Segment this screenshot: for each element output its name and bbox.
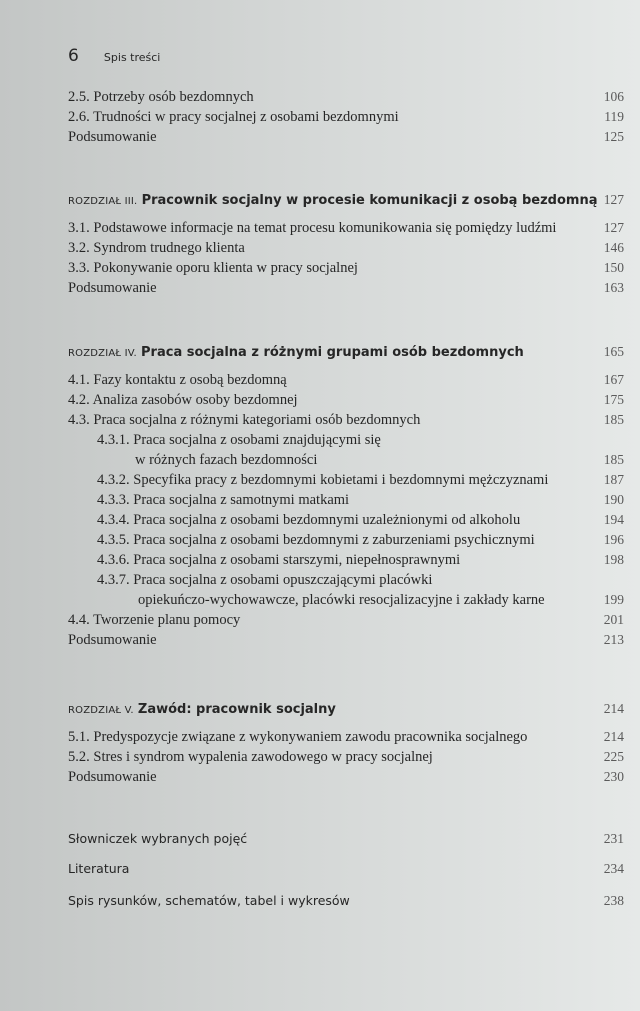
entry-title: 4.3.7. Praca socjalna z osobami opuszczającymi placówki (97, 572, 433, 588)
page-number: 6 (68, 46, 79, 66)
entry-title: 2.5. Potrzeby osób bezdomnych (68, 89, 254, 105)
chapter-label: ROZDZIAŁ V. (68, 705, 134, 716)
back-matter-entry (68, 893, 624, 909)
entry-page: 127 (603, 220, 624, 235)
entry-page: 163 (603, 280, 624, 295)
toc-entry (68, 612, 624, 632)
running-title: Spis treści (103, 51, 161, 64)
entry-title: 3.2. Syndrom trudnego klienta (68, 240, 245, 256)
toc-entry (68, 472, 624, 492)
entry-page: 185 (603, 452, 624, 467)
toc-entry (68, 432, 624, 452)
chapter-title (68, 702, 336, 717)
toc-entry (68, 89, 624, 109)
entry-title: 3.3. Pokonywanie oporu klienta w pracy socjalnej (68, 260, 358, 276)
toc-entry (68, 492, 624, 512)
back-matter-title: Literatura (68, 861, 130, 876)
chapter-page: 214 (603, 701, 624, 716)
entry-page: 213 (603, 632, 624, 647)
chapter-page: 127 (603, 192, 624, 207)
chapter-name: Zawód: pracownik socjalny (137, 702, 336, 717)
entry-title: 4.3.5. Praca socjalna z osobami bezdomnymi z zaburzeniami psychicznymi (97, 532, 535, 548)
entry-page: 187 (603, 472, 624, 487)
chapter-label: ROZDZIAŁ IV. (68, 348, 137, 359)
entry-page: 201 (603, 612, 624, 627)
entry-page: 146 (603, 240, 624, 255)
chapter-title (68, 193, 597, 208)
toc-section (68, 701, 624, 789)
running-header (68, 46, 160, 66)
entry-page: 185 (603, 412, 624, 427)
entry-title: opiekuńczo-wychowawcze, placówki resocjalizacyjne i zakłady karne (138, 592, 545, 608)
entry-title: w różnych fazach bezdomności (135, 452, 318, 468)
entry-title: 4.3.2. Specyfika pracy z bezdomnymi kobietami i bezdomnymi mężczyznami (97, 472, 549, 488)
back-matter-title: Spis rysunków, schematów, tabel i wykresów (68, 893, 350, 908)
chapter-name: Pracownik socjalny w procesie komunikacji z osobą bezdomną (141, 193, 598, 208)
entry-page: 125 (603, 129, 624, 144)
entry-title: 3.1. Podstawowe informacje na temat procesu komunikowania się pomiędzy ludźmi (68, 220, 557, 236)
entry-page: 190 (603, 492, 624, 507)
chapter-heading (68, 701, 624, 721)
back-matter-title: Słowniczek wybranych pojęć (68, 831, 248, 846)
entry-title: 4.3.6. Praca socjalna z osobami starszymi, niepełnosprawnymi (97, 552, 461, 568)
entry-page: 167 (603, 372, 624, 387)
toc-entry (68, 260, 624, 280)
entry-page: 106 (603, 89, 624, 104)
toc-entry (68, 572, 624, 592)
toc-entry (68, 220, 624, 240)
back-matter-entry (68, 861, 624, 877)
chapter-page: 165 (603, 344, 624, 359)
entry-title: 4.1. Fazy kontaktu z osobą bezdomną (68, 372, 287, 388)
entry-title: Podsumowanie (68, 129, 157, 145)
entry-page: 198 (603, 552, 624, 567)
entry-page: 199 (603, 592, 624, 607)
entry-page: 119 (604, 109, 624, 124)
toc-entry (68, 512, 624, 532)
entry-page: 194 (603, 512, 624, 527)
toc-entry (68, 240, 624, 260)
entry-title: Podsumowanie (68, 769, 157, 785)
entry-title: 4.3.3. Praca socjalna z samotnymi matkami (97, 492, 350, 508)
toc-entry (68, 729, 624, 749)
toc-entry (68, 632, 624, 652)
back-matter-entry (68, 831, 624, 847)
toc-entry (68, 532, 624, 552)
entry-title: Podsumowanie (68, 280, 157, 296)
toc-section (68, 89, 624, 149)
toc-entry (68, 592, 624, 612)
toc-entry (68, 552, 624, 572)
entry-title: 4.3. Praca socjalna z różnymi kategoriami osób bezdomnych (68, 412, 421, 428)
toc-section (68, 344, 624, 652)
chapter-label: ROZDZIAŁ III. (68, 196, 138, 207)
entry-title: 4.3.4. Praca socjalna z osobami bezdomnymi uzależnionymi od alkoholu (97, 512, 521, 528)
chapter-title (68, 345, 524, 360)
back-matter-page: 238 (603, 893, 624, 908)
entry-title: 5.1. Predyspozycje związane z wykonywaniem zawodu pracownika socjalnego (68, 729, 528, 745)
toc-entry (68, 109, 624, 129)
entry-page: 214 (603, 729, 624, 744)
entry-title: Podsumowanie (68, 632, 157, 648)
toc-entry (68, 412, 624, 432)
toc-entry (68, 129, 624, 149)
chapter-name: Praca socjalna z różnymi grupami osób bezdomnych (141, 345, 524, 360)
entry-page: 230 (603, 769, 624, 784)
back-matter-page: 234 (603, 861, 624, 876)
toc-entry (68, 749, 624, 769)
entry-page: 175 (603, 392, 624, 407)
entry-title: 2.6. Trudności w pracy socjalnej z osobami bezdomnymi (68, 109, 399, 125)
entry-title: 5.2. Stres i syndrom wypalenia zawodowego w pracy socjalnej (68, 749, 433, 765)
toc-entry (68, 452, 624, 472)
chapter-heading (68, 192, 624, 212)
entry-page: 225 (603, 749, 624, 764)
entry-title: 4.4. Tworzenie planu pomocy (68, 612, 241, 628)
back-matter-page: 231 (603, 831, 624, 846)
toc-entry (68, 280, 624, 300)
toc-section (68, 192, 624, 300)
toc-entry (68, 392, 624, 412)
chapter-heading (68, 344, 624, 364)
entry-title: 4.3.1. Praca socjalna z osobami znajdującymi się (97, 432, 381, 448)
entry-title: 4.2. Analiza zasobów osoby bezdomnej (68, 392, 298, 408)
toc-entry (68, 372, 624, 392)
entry-page: 196 (603, 532, 624, 547)
toc-entry (68, 769, 624, 789)
entry-page: 150 (603, 260, 624, 275)
